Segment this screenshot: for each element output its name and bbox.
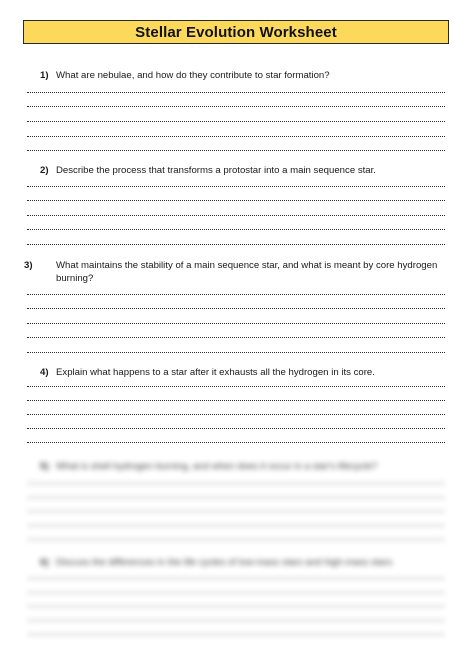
answer-line[interactable] bbox=[27, 442, 445, 443]
question-3 bbox=[24, 259, 456, 285]
answer-line[interactable] bbox=[27, 323, 445, 324]
answer-line bbox=[27, 592, 445, 593]
question-text: What maintains the stability of a main sequence star, and what is meant by core hydrogen burning? bbox=[56, 260, 438, 284]
answer-line bbox=[27, 497, 445, 498]
answer-line bbox=[27, 483, 445, 484]
answer-line[interactable] bbox=[27, 244, 445, 245]
question-number: 4) bbox=[40, 367, 49, 378]
answer-line[interactable] bbox=[27, 215, 445, 216]
question-number: 2) bbox=[40, 165, 49, 176]
answer-line bbox=[27, 578, 445, 579]
answer-line bbox=[27, 620, 445, 621]
question-text: Discuss the differences in the life cycles of low-mass stars and high-mass stars. bbox=[56, 557, 395, 568]
answer-line bbox=[27, 606, 445, 607]
question-text: Explain what happens to a star after it exhausts all the hydrogen in its core. bbox=[56, 367, 375, 378]
question-number: 5) bbox=[40, 461, 49, 472]
answer-line[interactable] bbox=[27, 308, 445, 309]
question-number: 3) bbox=[24, 260, 33, 271]
worksheet-title-banner bbox=[23, 20, 449, 44]
answer-line[interactable] bbox=[27, 200, 445, 201]
question-2 bbox=[40, 164, 440, 177]
answer-line[interactable] bbox=[27, 337, 445, 338]
question-text: What are nebulae, and how do they contribute to star formation? bbox=[56, 70, 330, 81]
answer-line[interactable] bbox=[27, 150, 445, 151]
worksheet-title: Stellar Evolution Worksheet bbox=[135, 23, 337, 41]
answer-line[interactable] bbox=[27, 400, 445, 401]
answer-line[interactable] bbox=[27, 428, 445, 429]
answer-line[interactable] bbox=[27, 92, 445, 93]
answer-line bbox=[27, 511, 445, 512]
answer-line[interactable] bbox=[27, 352, 445, 353]
answer-line bbox=[27, 525, 445, 526]
answer-line[interactable] bbox=[27, 386, 445, 387]
question-4 bbox=[40, 366, 440, 379]
answer-line[interactable] bbox=[27, 136, 445, 137]
answer-line[interactable] bbox=[27, 294, 445, 295]
answer-line[interactable] bbox=[27, 106, 445, 107]
question-text: What is shell hydrogen burning, and when does it occur in a star's lifecycle? bbox=[56, 461, 378, 472]
answer-line[interactable] bbox=[27, 229, 445, 230]
question-6 bbox=[40, 556, 440, 569]
answer-line[interactable] bbox=[27, 414, 445, 415]
answer-line bbox=[27, 539, 445, 540]
question-1 bbox=[40, 69, 440, 82]
question-5 bbox=[40, 460, 440, 473]
answer-line bbox=[27, 634, 445, 635]
question-text: Describe the process that transforms a protostar into a main sequence star. bbox=[56, 165, 376, 176]
question-number: 6) bbox=[40, 557, 49, 568]
answer-line[interactable] bbox=[27, 121, 445, 122]
answer-line[interactable] bbox=[27, 186, 445, 187]
question-number: 1) bbox=[40, 70, 49, 81]
